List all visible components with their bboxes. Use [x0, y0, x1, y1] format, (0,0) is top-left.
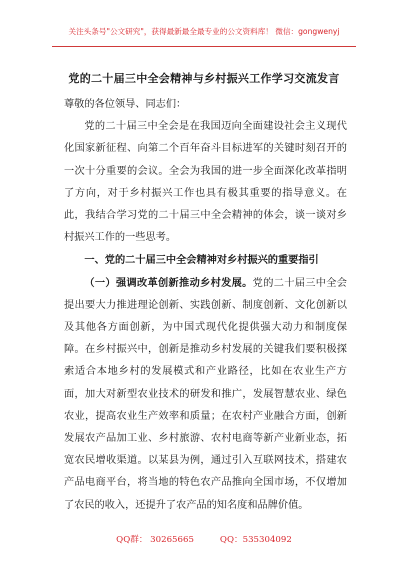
section-heading-1: 一、党的二十届三中全会精神对乡村振兴的重要指引	[84, 254, 319, 267]
header-banner: 关注头条号"公文研究"，获得最新最全最专业的公文资料库！ 微信：gongwenyj	[68, 27, 340, 36]
salutation: 尊敬的各位领导、同志们：	[64, 99, 187, 110]
footer-contact	[0, 533, 408, 545]
header-divider	[52, 46, 356, 47]
subsection-paragraph-1	[64, 272, 347, 517]
footer-qq-group: QQ群： 30265665	[116, 535, 194, 545]
document-title: 党的二十届三中全会精神与乡村振兴工作学习交流发言	[68, 72, 340, 85]
document-body	[64, 94, 347, 517]
footer-qq-number: QQ：535304092	[219, 535, 292, 545]
subsection-heading-1: （一）强调改革创新推动乡村发展。	[84, 276, 253, 289]
intro-paragraph: 党的二十届三中全会是在我国迈向全面建设社会主义现代化国家新征程、向第二个百年奋斗目标进军的关键时刻召开的一次十分重要的会议。全会为我国的进一步全面深化改革指明了方向，对于乡村振兴工作也具有极其重要的指导意义。在此，我结合学习党的二十届三中全会精神的体会，谈一谈对乡村振兴工作的一些思考。	[64, 121, 347, 244]
subsection-body-1: 党的二十届三中全会提出要大力推进理论创新、实践创新、制度创新、文化创新以及其他各方面创新，为中国式现代化提供强大动力和制度保障。在乡村振兴中，创新是推动乡村发展的关键我们要积极探索适合本地乡村的发展模式和产业路径，比如在农业生产方面，加大对新型农业技术的研发和推广，发展智慧农业、绿色农业，提高农业生产效率和质量；在农村产业融合方面，创新发展农产品加工业、乡村旅游、农村电商等新产业新业态，拓宽农民增收渠道。以某县为例，通过引入互联网技术，搭建农产品电商平台，将当地的特色农产品推向全国市场，不仅增加了农民的收入，还提升了农产品的知名度和品牌价值。	[64, 277, 347, 511]
